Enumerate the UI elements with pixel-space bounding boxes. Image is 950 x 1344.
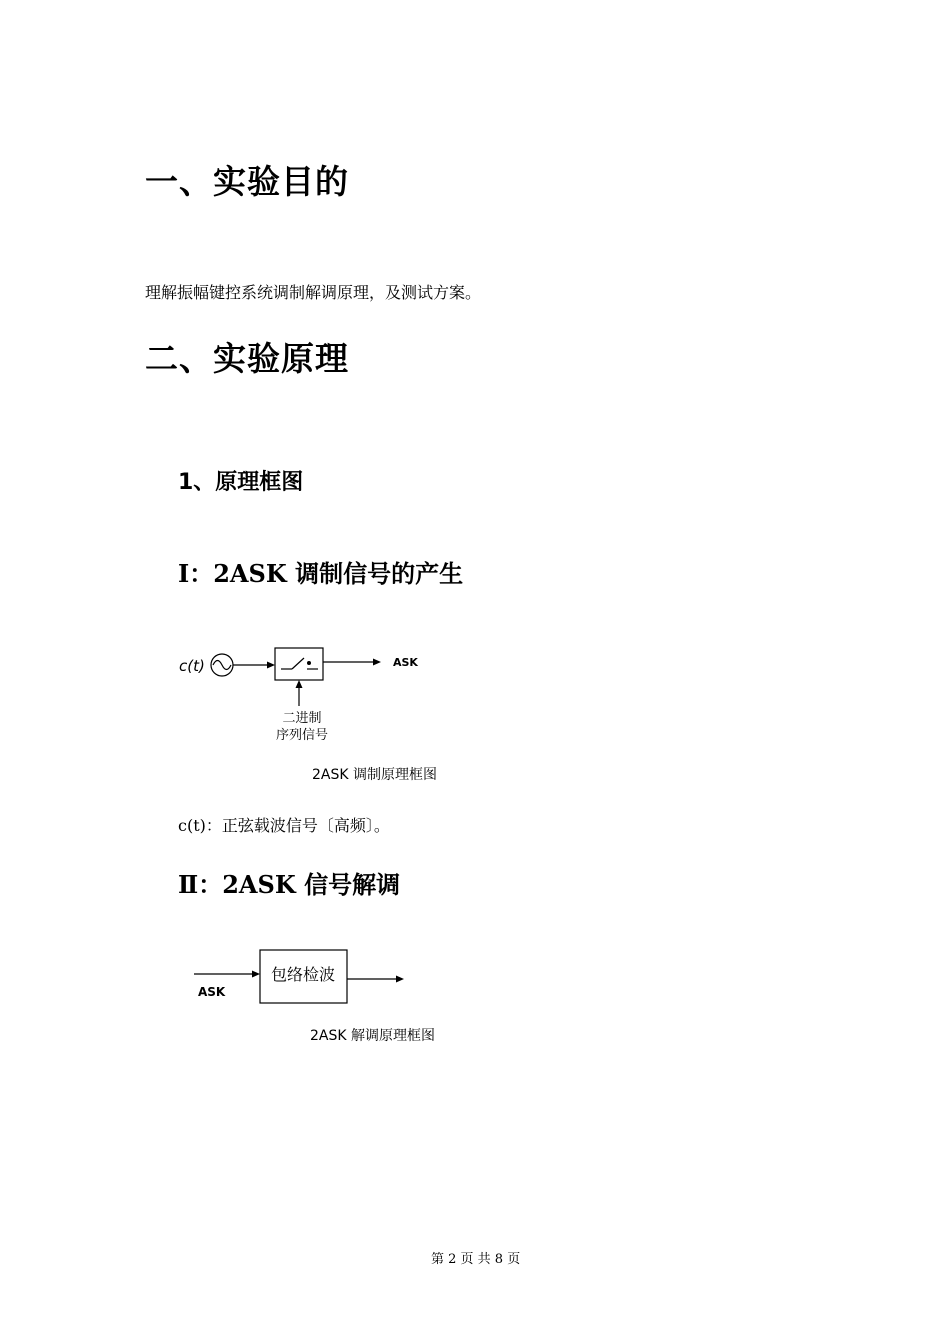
demod-input-label: ASK xyxy=(198,985,226,999)
carrier-arrowhead-icon xyxy=(267,662,275,669)
demod-output-arrowhead-icon xyxy=(396,976,404,983)
sine-wave-icon xyxy=(213,661,231,670)
subsection-heading-block-diagram: 1、原理框图 xyxy=(178,470,304,495)
switch-block xyxy=(275,648,323,680)
switch-contact-dot xyxy=(307,661,311,665)
input-arrowhead-icon xyxy=(296,680,303,688)
switch-blade xyxy=(292,658,304,669)
section-heading-principle: 二、实验原理 xyxy=(145,339,349,378)
part-heading-demodulation: Ⅱ：2ASK 信号解调 xyxy=(178,870,401,899)
demodulation-caption: 2ASK 解调原理框图 xyxy=(310,1028,436,1044)
section-heading-purpose: 一、实验目的 xyxy=(145,162,349,201)
carrier-note: c(t)：正弦载波信号〔高频〕。 xyxy=(178,816,390,835)
output-label: ASK xyxy=(393,656,418,669)
demod-input-arrowhead-icon xyxy=(252,971,260,978)
purpose-text: 理解振幅键控系统调制解调原理，及测试方案。 xyxy=(145,283,482,302)
envelope-detector-label: 包络检波 xyxy=(270,965,336,984)
output-arrowhead-icon xyxy=(373,659,381,666)
page-number-footer: 第 2 页 共 8 页 xyxy=(431,1252,521,1267)
part-heading-modulation: Ⅰ：2ASK 调制信号的产生 xyxy=(178,559,464,588)
carrier-label: c(t) xyxy=(179,657,205,675)
modulation-block-diagram xyxy=(175,638,435,748)
modulation-caption: 2ASK 调制原理框图 xyxy=(312,767,438,783)
input-label-line1: 二进制 xyxy=(282,711,322,726)
demodulation-block-diagram xyxy=(190,945,420,1010)
input-label-line2: 序列信号 xyxy=(275,728,329,743)
